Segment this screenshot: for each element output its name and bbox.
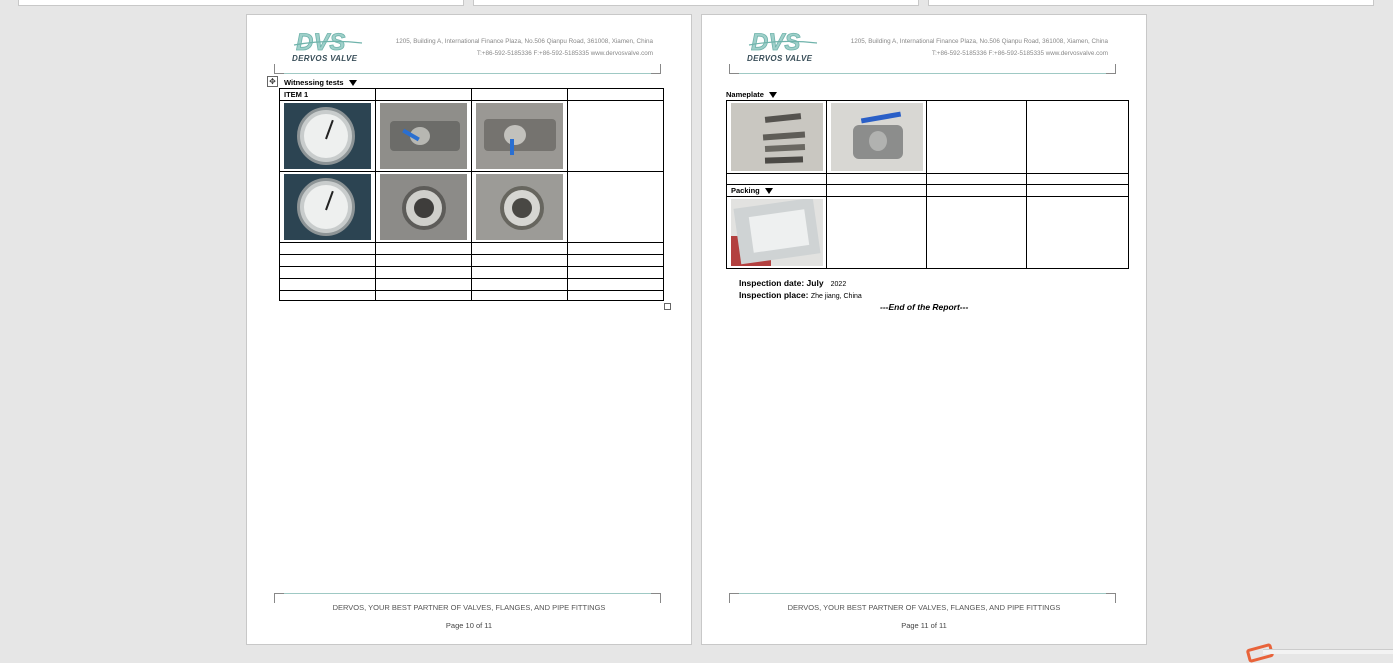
valve-test-photo bbox=[380, 103, 467, 169]
footer-corner-mark-left bbox=[729, 593, 739, 603]
footer-corner-mark-right bbox=[651, 593, 661, 603]
witnessing-tests-label[interactable] bbox=[284, 78, 357, 87]
valve-bore-photo bbox=[380, 174, 467, 240]
table-cell bbox=[1027, 174, 1129, 185]
table-cell bbox=[280, 255, 376, 267]
photo-cell bbox=[280, 172, 376, 243]
header-address bbox=[396, 36, 653, 60]
pressure-gauge-photo bbox=[284, 174, 371, 240]
table-cell bbox=[827, 185, 927, 197]
witnessing-tests-table bbox=[279, 88, 664, 301]
table-cell bbox=[568, 101, 664, 172]
packing-label-cell[interactable] bbox=[727, 185, 827, 197]
photo-cell bbox=[727, 197, 827, 269]
address-line: 1205, Building A, International Finance Plaza, No.506 Qianpu Road, 361008, Xiamen, China bbox=[395, 38, 653, 45]
table-cell bbox=[568, 255, 664, 267]
previous-page-1 bbox=[18, 0, 464, 6]
photo-cell bbox=[472, 101, 568, 172]
nameplate-label[interactable] bbox=[726, 90, 777, 99]
svg-text:DVS: DVS bbox=[296, 29, 346, 53]
nameplate-text: Nameplate bbox=[726, 90, 764, 99]
table-resize-handle[interactable] bbox=[664, 303, 671, 310]
table-cell bbox=[1027, 101, 1129, 174]
photo-cell bbox=[827, 101, 927, 174]
table-cell bbox=[376, 279, 472, 291]
contact-line: T:+86-592-5185336 F:+86-592-5185335 www.dervosvalve.com bbox=[931, 50, 1108, 57]
svg-text:DVS: DVS bbox=[751, 29, 801, 53]
table-cell bbox=[927, 185, 1027, 197]
header-corner-mark-right bbox=[1106, 64, 1116, 74]
pressure-gauge-photo bbox=[284, 103, 371, 169]
table-cell bbox=[927, 101, 1027, 174]
nameplate-table bbox=[726, 100, 1129, 269]
ball-valve-photo bbox=[831, 103, 923, 171]
table-cell bbox=[568, 279, 664, 291]
table-cell bbox=[1027, 185, 1129, 197]
inspection-date-value: 2022 bbox=[830, 281, 847, 288]
table-cell bbox=[927, 174, 1027, 185]
dropdown-triangle-icon[interactable] bbox=[765, 188, 773, 194]
header-corner-mark-right bbox=[651, 64, 661, 74]
table-cell bbox=[568, 172, 664, 243]
table-cell bbox=[472, 291, 568, 301]
valve-bore-photo bbox=[476, 174, 563, 240]
contact-line: T:+86-592-5185336 F:+86-592-5185335 www.dervosvalve.com bbox=[476, 50, 653, 57]
header-address bbox=[851, 36, 1108, 60]
table-cell bbox=[376, 255, 472, 267]
header-rule bbox=[739, 73, 1115, 74]
page-number: Page 11 of 11 bbox=[901, 621, 947, 630]
footer-rule bbox=[739, 593, 1115, 594]
table-cell bbox=[472, 267, 568, 279]
inspection-date-label: Inspection date: July bbox=[739, 278, 824, 288]
bottom-right-panel bbox=[1263, 649, 1393, 654]
dvs-logo-icon bbox=[292, 29, 364, 53]
table-cell bbox=[727, 174, 827, 185]
photo-cell bbox=[376, 101, 472, 172]
table-cell bbox=[280, 279, 376, 291]
table-cell bbox=[472, 279, 568, 291]
header-corner-mark-left bbox=[274, 64, 284, 74]
dropdown-triangle-icon[interactable] bbox=[349, 80, 357, 86]
previous-page-2 bbox=[473, 0, 919, 6]
table-cell bbox=[568, 291, 664, 301]
footer-tagline: DERVOS, YOUR BEST PARTNER OF VALVES, FLANGES, AND PIPE FITTINGS bbox=[332, 603, 606, 612]
table-cell bbox=[472, 255, 568, 267]
inspection-place bbox=[739, 290, 862, 300]
dvs-logo-icon bbox=[747, 29, 819, 53]
inspection-place-label: Inspection place: bbox=[739, 290, 809, 300]
logo-text: DERVOS VALVE bbox=[747, 54, 813, 63]
photo-cell bbox=[472, 172, 568, 243]
footer-tagline: DERVOS, YOUR BEST PARTNER OF VALVES, FLANGES, AND PIPE FITTINGS bbox=[787, 603, 1061, 612]
end-of-report: ---End of the Report--- bbox=[880, 302, 969, 312]
table-cell bbox=[472, 89, 568, 101]
item-label-cell bbox=[280, 89, 376, 101]
table-cell bbox=[568, 243, 664, 255]
table-move-handle-icon[interactable]: ✥ bbox=[267, 76, 278, 87]
photo-cell bbox=[376, 172, 472, 243]
table-cell bbox=[280, 243, 376, 255]
photo-cell bbox=[727, 101, 827, 174]
inspection-place-value: Zhe jiang, China bbox=[810, 293, 862, 300]
table-cell bbox=[927, 197, 1027, 269]
nameplate-photo bbox=[731, 103, 823, 171]
packing-label bbox=[727, 185, 826, 196]
company-logo bbox=[747, 29, 827, 63]
previous-page-3 bbox=[928, 0, 1374, 6]
page-11 bbox=[701, 14, 1147, 645]
page-10 bbox=[246, 14, 692, 645]
table-cell bbox=[568, 267, 664, 279]
table-cell bbox=[827, 197, 927, 269]
table-cell bbox=[376, 267, 472, 279]
packing-photo bbox=[731, 199, 823, 266]
dropdown-triangle-icon[interactable] bbox=[769, 92, 777, 98]
header-corner-mark-left bbox=[729, 64, 739, 74]
item-label: ITEM 1 bbox=[284, 90, 309, 99]
photo-cell bbox=[280, 101, 376, 172]
table-cell bbox=[376, 89, 472, 101]
footer-corner-mark-left bbox=[274, 593, 284, 603]
footer-corner-mark-right bbox=[1106, 593, 1116, 603]
page-number: Page 10 of 11 bbox=[445, 621, 493, 630]
table-cell bbox=[472, 243, 568, 255]
table-cell bbox=[280, 291, 376, 301]
table-cell bbox=[568, 89, 664, 101]
address-line: 1205, Building A, International Finance Plaza, No.506 Qianpu Road, 361008, Xiamen, China bbox=[850, 38, 1108, 45]
table-cell bbox=[827, 174, 927, 185]
table-cell bbox=[280, 267, 376, 279]
company-logo bbox=[292, 29, 372, 63]
logo-text: DERVOS VALVE bbox=[292, 54, 358, 63]
inspection-date bbox=[739, 278, 846, 288]
footer-rule bbox=[284, 593, 660, 594]
header-rule bbox=[284, 73, 660, 74]
table-cell bbox=[376, 243, 472, 255]
valve-test-photo bbox=[476, 103, 563, 169]
table-cell bbox=[376, 291, 472, 301]
packing-text: Packing bbox=[731, 186, 760, 195]
witnessing-tests-text: Witnessing tests bbox=[284, 78, 344, 87]
table-cell bbox=[1027, 197, 1129, 269]
